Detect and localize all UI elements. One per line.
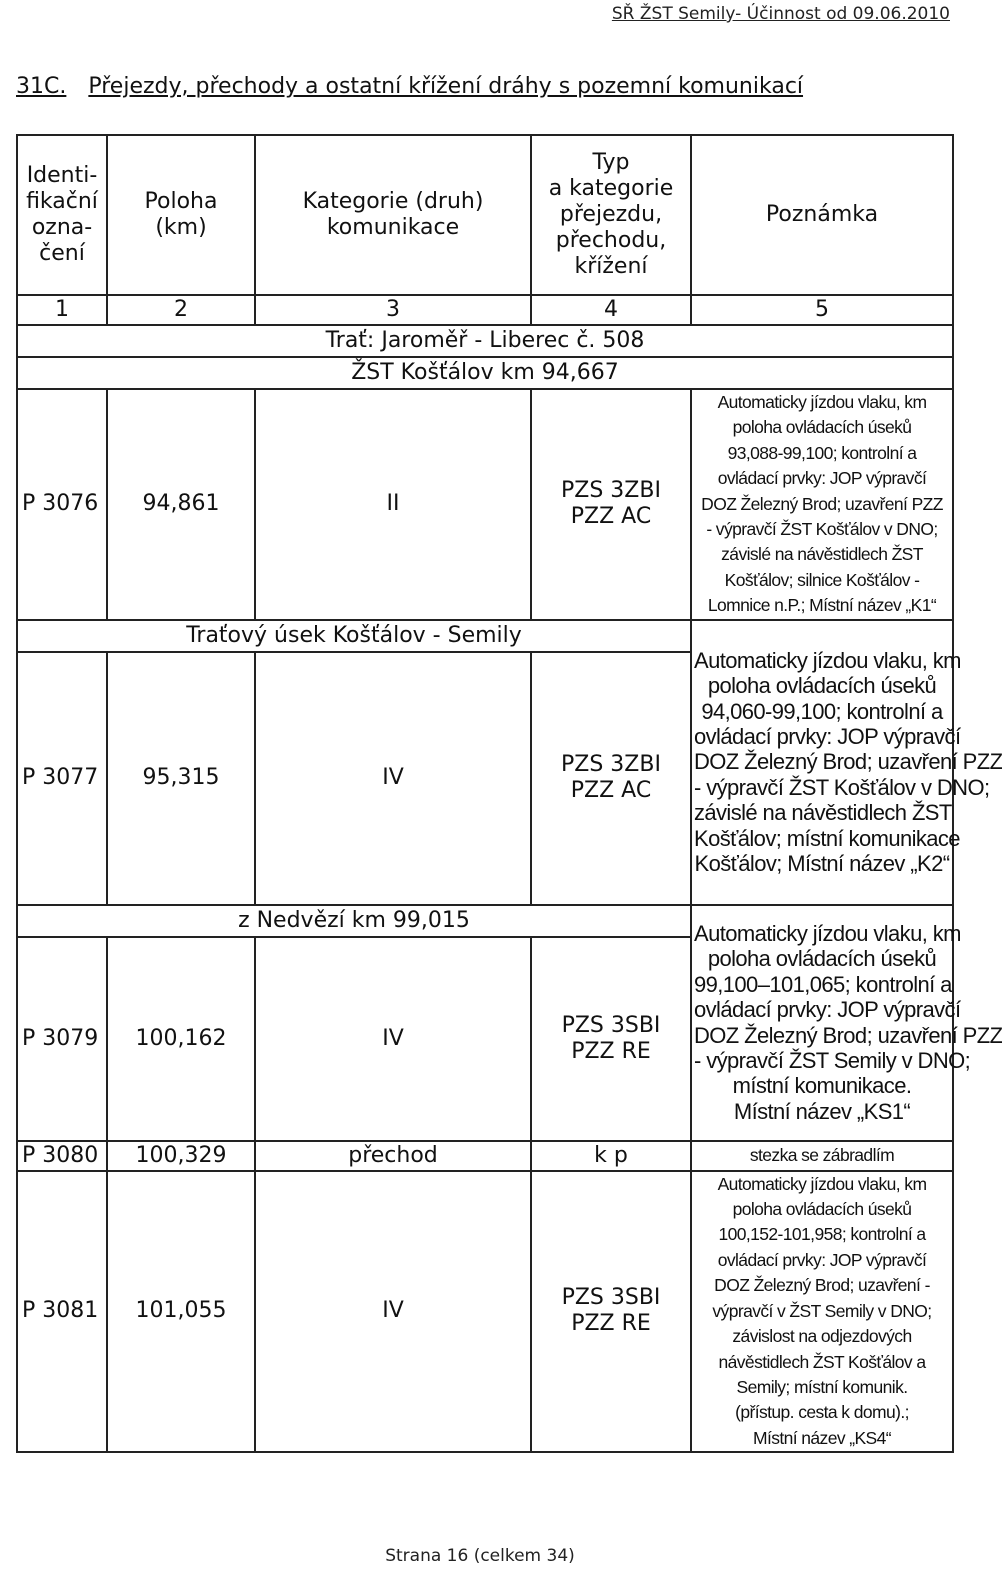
header-note: Poznámka — [691, 135, 953, 295]
table-row — [17, 1171, 953, 1452]
table-row — [17, 1141, 953, 1171]
crossing-km: 101,055 — [107, 1171, 255, 1452]
header-position: Poloha (km) — [107, 135, 255, 295]
crossing-category: IV — [255, 652, 531, 905]
crossing-type: PZS 3SBI PZZ RE — [531, 1171, 691, 1452]
crossing-km: 100,162 — [107, 937, 255, 1141]
column-number-row — [17, 295, 953, 325]
header-type: Typ a kategorie přejezdu, přechodu, křížení — [531, 135, 691, 295]
table-row — [17, 389, 953, 620]
section-number: 31C. — [16, 74, 67, 99]
station-label: ŽST Košťálov km 94,667 — [17, 357, 953, 389]
from-row — [17, 905, 953, 937]
header-row — [17, 135, 953, 295]
crossing-id: P 3081 — [17, 1171, 107, 1452]
crossing-category: IV — [255, 1171, 531, 1452]
crossing-category: IV — [255, 937, 531, 1141]
station-row — [17, 357, 953, 389]
section-title-text: Přejezdy, přechody a ostatní křížení dráhy s pozemní komunikací — [88, 74, 804, 99]
running-header: SŘ ŽST Semily- Účinnost od 09.06.2010 — [611, 4, 950, 24]
header-id: Identi- fikační ozna- čení — [17, 135, 107, 295]
crossing-note: Automaticky jízdou vlaku, km poloha ovládacích úseků 94,060-99,100; kontrolní a ovládací prvky: JOP výpravčí DOZ Železný Brod; uzavření PZZ - výpravčí ŽST Košťálov v DNO; závislé na návěstidlech ŽST Košťálov; místní komunikace Košťálov; Místní název „K2“ — [691, 620, 953, 905]
line-label: Trať: Jaroměř - Liberec č. 508 — [17, 325, 953, 357]
crossing-km: 95,315 — [107, 652, 255, 905]
crossing-note: stezka se zábradlím — [691, 1141, 953, 1171]
line-row — [17, 325, 953, 357]
crossing-km: 94,861 — [107, 389, 255, 620]
segment-row — [17, 620, 953, 652]
crossing-type: PZS 3ZBI PZZ AC — [531, 389, 691, 620]
crossing-id: P 3077 — [17, 652, 107, 905]
crossing-id: P 3080 — [17, 1141, 107, 1171]
crossing-note: Automaticky jízdou vlaku, km poloha ovládacích úseků 99,100–101,065; kontrolní a ovládací prvky: JOP výpravčí DOZ Železný Brod; uzavření PZZ - výpravčí ŽST Semily v DNO; místní komunikace. Místní název „KS1“ — [691, 905, 953, 1141]
crossing-category: II — [255, 389, 531, 620]
crossing-note: Automaticky jízdou vlaku, km poloha ovládacích úseků 93,088-99,100; kontrolní a ovládací prvky: JOP výpravčí DOZ Železný Brod; uzavření PZZ - výpravčí ŽST Košťálov v DNO; závislé na návěstidlech ŽST Košťálov; silnice Košťálov - Lomnice n.P.; Místní název „K1“ — [691, 389, 953, 620]
crossing-category: přechod — [255, 1141, 531, 1171]
segment-label: Traťový úsek Košťálov - Semily — [17, 620, 691, 652]
page-footer: Strana 16 (celkem 34) — [385, 1546, 575, 1566]
column-number: 1 — [17, 295, 107, 325]
crossing-type: PZS 3ZBI PZZ AC — [531, 652, 691, 905]
column-number: 5 — [691, 295, 953, 325]
from-label: z Nedvězí km 99,015 — [17, 905, 691, 937]
section-title — [16, 74, 803, 99]
crossing-type: PZS 3SBI PZZ RE — [531, 937, 691, 1141]
crossings-table — [16, 134, 1002, 1453]
crossing-id: P 3079 — [17, 937, 107, 1141]
crossing-id: P 3076 — [17, 389, 107, 620]
column-number: 2 — [107, 295, 255, 325]
header-category: Kategorie (druh) komunikace — [255, 135, 531, 295]
column-number: 4 — [531, 295, 691, 325]
crossing-type: k p — [531, 1141, 691, 1171]
crossing-km: 100,329 — [107, 1141, 255, 1171]
crossing-note: Automaticky jízdou vlaku, km poloha ovládacích úseků 100,152-101,958; kontrolní a ovládací prvky: JOP výpravčí DOZ Železný Brod; uzavření - výpravčí v ŽST Semily v DNO; závislost na odjezdových návěstidlech ŽST Košťálov a Semily; místní komunik. (přístup. cesta k domu).; Místní název „KS4“ — [691, 1171, 953, 1452]
column-number: 3 — [255, 295, 531, 325]
